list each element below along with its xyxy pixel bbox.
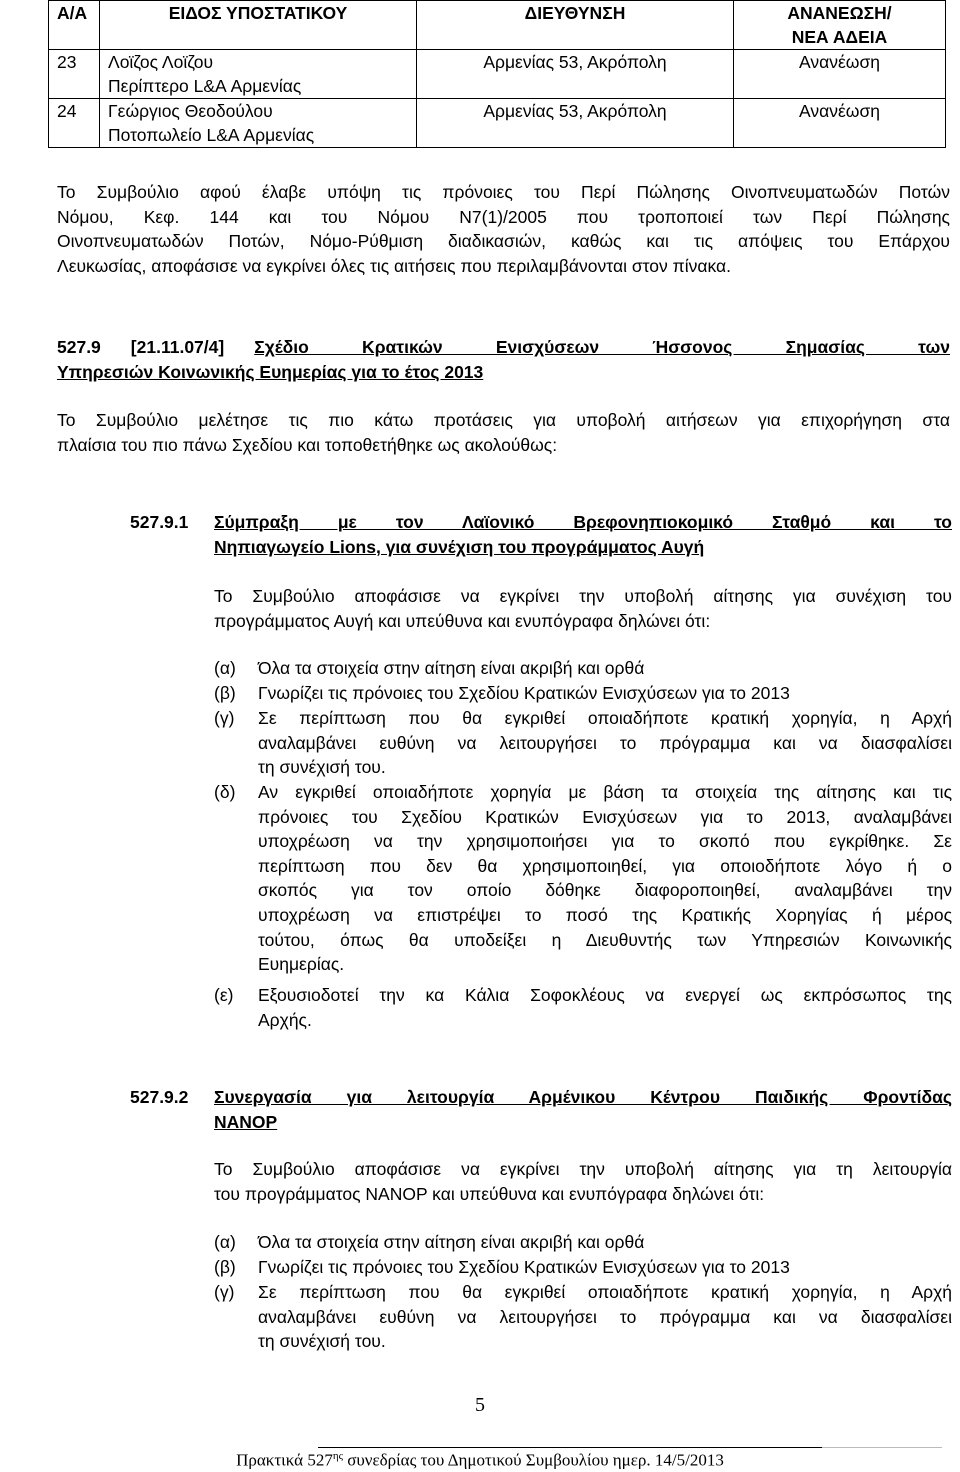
list-item-line: Αν εγκριθεί οποιαδήποτε χορηγία με βάση τα στοιχεία της αίτησης και τις: [258, 782, 952, 802]
paragraph-line: Το Συμβούλιο αφού έλαβε υπόψη τις πρόνοιες του Περί Πώλησης Οινοπνευματωδών Ποτών: [57, 182, 950, 202]
list-item-line: σκοπός για τον οποίο δόθηκε διαφοροποιηθεί, αναλαμβάνει την: [258, 880, 952, 901]
list-item-line: αναλαμβάνει ευθύνη να λειτουργήσει το πρόγραμμα και να διασφαλίσει: [258, 732, 952, 753]
subsection-1-heading-line1: [130, 510, 952, 535]
licenses-table: [48, 0, 946, 148]
cell-address: Αρμενίας 53, Ακρόπολη: [417, 99, 734, 148]
paragraph-line: Το Συμβούλιο μελέτησε τις πιο κάτω προτάσεις για υποβολή αιτήσεων για επιχορήγηση στα: [57, 410, 950, 430]
section-ref: [21.11.07/4]: [130, 337, 225, 357]
subsection-2-number: 527.9.2: [130, 1087, 189, 1107]
list-item-label: (γ): [214, 708, 235, 728]
header-type: ΕΙΔΟΣ ΥΠΟΣΤΑΤΙΚΟΥ: [100, 1, 417, 50]
subsection-2-intro: [214, 1157, 952, 1206]
cell-type-line1: Γεώργιος Θεοδούλου: [108, 101, 273, 121]
header-status-line2: ΝΕΑ ΑΔΕΙΑ: [791, 27, 888, 47]
list-item-line: Γνωρίζει τις πρόνοιες του Σχεδίου Κρατικών Ενισχύσεων για το 2013: [258, 1257, 790, 1277]
list-item-label: (β): [214, 683, 236, 703]
cell-aa: 24: [49, 99, 100, 148]
cell-type-line1: Λοϊζος Λοϊζου: [108, 52, 214, 72]
list-item-line: Γνωρίζει τις πρόνοιες του Σχεδίου Κρατικών Ενισχύσεων για το 2013: [258, 683, 790, 703]
section-heading: [57, 335, 950, 384]
list-item-line: τούτου, όπως θα υποδείξει η Διευθυντής των Υπηρεσιών Κοινωνικής: [258, 929, 952, 950]
header-address: ΔΙΕΥΘΥΝΣΗ: [417, 1, 734, 50]
list-item-text: [258, 656, 952, 681]
page-footer: [0, 1450, 960, 1471]
subsection-2-title-line2: NANOP: [214, 1111, 278, 1132]
paragraph-line: προγράμματος Αυγή και υπεύθυνα και ενυπόγραφα δηλώνει ότι:: [214, 610, 711, 631]
list-item-line: υποχρέωση να την χρησιμοποιήσει για το σκοπό που εγκρίθηκε. Σε: [258, 831, 952, 852]
cell-type: [100, 50, 417, 99]
paragraph-line: Το Συμβούλιο αποφάσισε να εγκρίνει την υποβολή αίτησης για συνέχιση του: [214, 586, 952, 606]
header-status-line1: ΑΝΑΝΕΩΣΗ/: [787, 3, 892, 23]
footer-text-post: συνεδρίας του Δημοτικού Συμβουλίου ημερ. 14/5/2013: [342, 1450, 724, 1470]
header-status: [734, 1, 946, 50]
cell-status: Ανανέωση: [734, 50, 946, 99]
list-item-text: [258, 983, 952, 1032]
table-header-row: [49, 1, 946, 50]
cell-type-line2: Ποτοπωλείο L&A Αρμενίας: [108, 125, 315, 145]
header-aa: Α/Α: [49, 1, 100, 50]
subsection-2-heading-line1: [130, 1085, 952, 1110]
intro-paragraph: [57, 180, 950, 278]
list-item-text: [258, 706, 952, 780]
paragraph-line: του προγράμματος NANOP και υπεύθυνα και ενυπόγραφα δηλώνει ότι:: [214, 1183, 765, 1204]
footer-rule: [318, 1447, 822, 1448]
footer-text-pre: Πρακτικά 527: [236, 1450, 333, 1470]
list-item-label: (γ): [214, 1282, 235, 1302]
list-item-line: περίπτωση που δεν θα χρησιμοποιηθεί, για οποιοδήποτε λόγο ή ο: [258, 855, 952, 876]
paragraph-line: Οινοπνευματωδών Ποτών, Νόμο-Ρύθμιση διαδικασιών, καθώς και τις απόψεις του Επάρχου: [57, 231, 950, 252]
list-item-line: πρόνοιες του Σχεδίου Κρατικών Ενισχύσεων για το 2013, αναλαμβάνει: [258, 806, 952, 827]
paragraph-line: Το Συμβούλιο αποφάσισε να εγκρίνει την υποβολή αίτησης για τη λειτουργία: [214, 1159, 952, 1179]
section-body: [57, 408, 950, 457]
list-item-line: Εξουσιοδοτεί την κα Κάλια Σοφοκλέους να ενεργεί ως εκπρόσωπος της: [258, 985, 952, 1005]
list-item-line: Όλα τα στοιχεία στην αίτηση είναι ακριβή και ορθά: [258, 658, 645, 678]
list-item-line: Αρχής.: [258, 1009, 312, 1030]
subsection-1-number: 527.9.1: [130, 512, 189, 532]
list-item-label: (α): [214, 658, 236, 678]
footer-rule-light: [822, 1447, 942, 1448]
list-item-text: [258, 1280, 952, 1354]
list-item-label: (β): [214, 1257, 236, 1277]
cell-address: Αρμενίας 53, Ακρόπολη: [417, 50, 734, 99]
list-item-label: (α): [214, 1232, 236, 1252]
footer-superscript: ης: [332, 1450, 343, 1462]
subsection-1-title-line2: Νηπιαγωγείο Lions, για συνέχιση του προγράμματος Αυγή: [214, 536, 705, 557]
section-title-line2: Υπηρεσιών Κοινωνικής Ευημερίας για το έτος 2013: [57, 361, 484, 382]
cell-type: [100, 99, 417, 148]
list-item-text: [258, 681, 952, 706]
list-item-text: [258, 780, 952, 977]
list-item-line: Όλα τα στοιχεία στην αίτηση είναι ακριβή και ορθά: [258, 1232, 645, 1252]
list-item-text: [258, 1255, 952, 1280]
section-title-line1: Σχέδιο Κρατικών Ενισχύσεων Ήσσονος Σημασίας των: [254, 337, 950, 357]
cell-aa: 23: [49, 50, 100, 99]
list-item-label: (ε): [214, 985, 234, 1005]
subsection-1-heading: [130, 510, 952, 559]
section-heading-line1: [57, 335, 950, 360]
page-number: 5: [475, 1394, 485, 1416]
list-item-line: Ευημερίας.: [258, 954, 345, 975]
cell-status: Ανανέωση: [734, 99, 946, 148]
section-number: 527.9: [57, 337, 101, 357]
paragraph-line: Νόμου, Κεφ. 144 και του Νόμου Ν7(1)/2005 που τροποποιεί των Περί Πώλησης: [57, 206, 950, 227]
list-item-text: [258, 1230, 952, 1255]
table-row: [49, 50, 946, 99]
paragraph-line: Λευκωσίας, αποφάσισε να εγκρίνει όλες τις αιτήσεις που περιλαμβάνονται στον πίνακα.: [57, 255, 731, 276]
paragraph-line: πλαίσια του πιο πάνω Σχεδίου και τοποθετήθηκε ως ακολούθως:: [57, 434, 558, 455]
list-item-label: (δ): [214, 782, 236, 802]
list-item-line: υποχρέωση να επιστρέψει το ποσό της Κρατικής Χορηγίας ή μέρος: [258, 904, 952, 925]
subsection-2-title-line1: Συνεργασία για λειτουργία Αρμένικου Κέντρου Παιδικής Φροντίδας: [214, 1087, 952, 1107]
list-item-line: Σε περίπτωση που θα εγκριθεί οποιαδήποτε κρατική χορηγία, η Αρχή: [258, 708, 952, 728]
subsection-1-intro: [214, 584, 952, 633]
list-item-line: Σε περίπτωση που θα εγκριθεί οποιαδήποτε κρατική χορηγία, η Αρχή: [258, 1282, 952, 1302]
list-item-line: τη συνέχισή του.: [258, 757, 386, 778]
subsection-2-heading: [130, 1085, 952, 1134]
subsection-1-title-line1: Σύμπραξη με τον Λαϊονικό Βρεφονηπιοκομικό Σταθμό και το: [214, 512, 952, 532]
cell-type-line2: Περίπτερο L&A Αρμενίας: [108, 76, 302, 96]
table-row: [49, 99, 946, 148]
list-item-line: τη συνέχισή του.: [258, 1331, 386, 1352]
list-item-line: αναλαμβάνει ευθύνη να λειτουργήσει το πρόγραμμα και να διασφαλίσει: [258, 1306, 952, 1327]
